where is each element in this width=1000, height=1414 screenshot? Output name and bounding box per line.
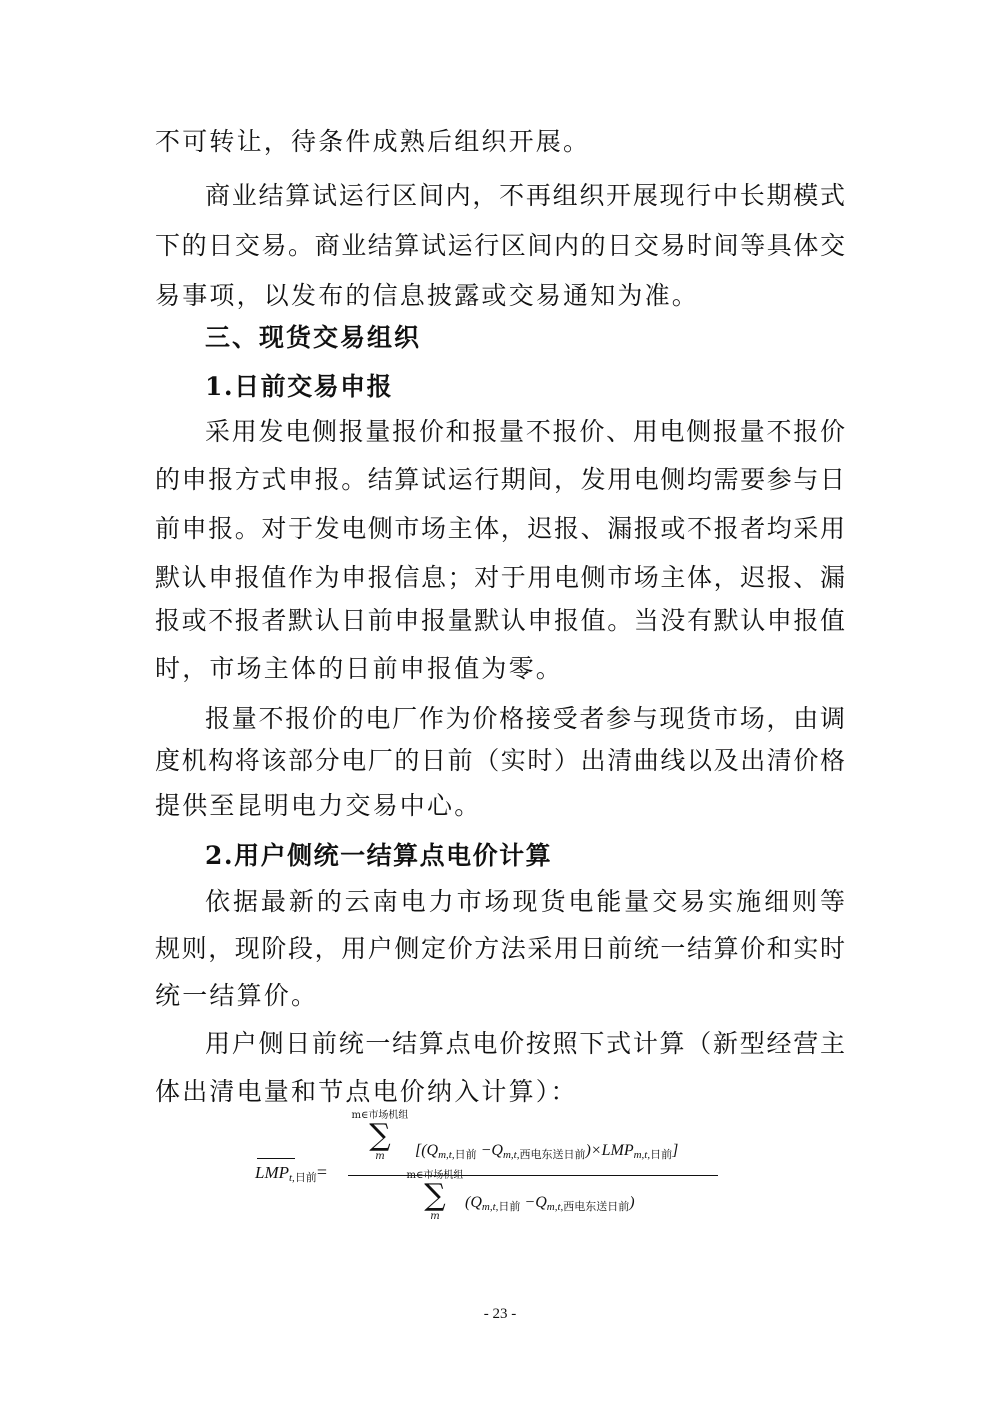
sigma-symbol: ∑ (424, 1178, 446, 1213)
num-sub: m,t, (633, 1149, 651, 1161)
paragraph-line: 用户侧日前统一结算点电价按照下式计算（新型经营主 (205, 1029, 845, 1058)
denominator-sum (405, 1170, 465, 1222)
formula-lhs (255, 1162, 327, 1185)
equals-sign: = (316, 1162, 327, 1182)
den-sub: m,t, (546, 1201, 564, 1213)
paragraph-line: 度机构将该部分电厂的日前（实时）出清曲线以及出清价格 (155, 746, 845, 775)
subsection-heading: 2.用户侧统一结算点电价计算 (205, 841, 553, 870)
paragraph-line: 商业结算试运行区间内，不再组织开展现行中长期模式 (205, 181, 845, 210)
den-part: (Q (465, 1194, 482, 1211)
sum-lower-limit: m (375, 1151, 385, 1162)
num-part: )×LMP (585, 1142, 634, 1159)
paragraph-line: 报或不报者默认日前申报量默认申报值。当没有默认申报值 (155, 606, 845, 635)
num-sub: m,t, (438, 1149, 455, 1161)
paragraph-line: 规则，现阶段，用户侧定价方法采用日前统一结算价和实时 (155, 934, 845, 963)
paragraph-line: 采用发电侧报量报价和报量不报价、用电侧报量不报价 (205, 417, 845, 446)
paragraph-line: 易事项，以发布的信息披露或交易通知为准。 (155, 281, 700, 310)
num-part: ] (672, 1142, 679, 1159)
sigma-symbol: ∑ (369, 1118, 391, 1153)
paragraph-line: 默认申报值作为申报信息；对于用电侧市场主体，迟报、漏 (155, 563, 845, 592)
subsection-heading: 1.日前交易申报 (205, 372, 394, 401)
den-part: −Q (520, 1194, 547, 1211)
fraction-bar (348, 1175, 718, 1176)
formula-numerator (415, 1142, 678, 1162)
den-sub-cn: 西电东送日前 (563, 1201, 630, 1213)
paragraph-line: 前申报。对于发电侧市场主体，迟报、漏报或不报者均采用 (155, 514, 845, 543)
paragraph-line: 的申报方式申报。结算试运行期间，发用电侧均需要参与日 (155, 465, 845, 494)
formula (255, 1110, 735, 1238)
paragraph-line: 提供至昆明电力交易中心。 (155, 791, 482, 820)
num-sub: m,t, (502, 1149, 520, 1161)
paragraph-line: 时，市场主体的日前申报值为零。 (155, 654, 564, 683)
num-sub-cn: 日前 (454, 1149, 477, 1161)
num-sub-cn: 西电东送日前 (519, 1149, 586, 1161)
formula-denominator (465, 1194, 635, 1214)
sum-upper-limit: m∈市场机组 (406, 1170, 464, 1181)
paragraph-line: 下的日交易。商业结算试运行区间内的日交易时间等具体交 (155, 231, 845, 260)
paragraph-line: 统一结算价。 (155, 981, 319, 1010)
paragraph-line: 报量不报价的电厂作为价格接受者参与现货市场，由调 (205, 704, 845, 733)
numerator-sum (350, 1110, 410, 1162)
num-part: [(Q (415, 1142, 439, 1159)
num-sub-cn: 日前 (650, 1149, 673, 1161)
den-sub-cn: 日前 (498, 1201, 521, 1213)
paragraph-line: 体出清电量和节点电价纳入计算）： (155, 1077, 578, 1106)
den-sub: m,t, (481, 1201, 499, 1213)
num-part: −Q (476, 1142, 503, 1159)
paragraph-line: 不可转让，待条件成熟后组织开展。 (155, 127, 591, 156)
den-part: ) (629, 1194, 635, 1211)
sum-upper-limit: m∈市场机组 (351, 1110, 409, 1121)
formula-lhs-main: LMP (255, 1163, 289, 1182)
sum-lower-limit: m (430, 1211, 440, 1222)
formula-lhs-sub: t, (289, 1172, 295, 1184)
overline (257, 1158, 295, 1159)
formula-lhs-sub-cn: 日前 (294, 1172, 317, 1184)
paragraph-line: 依据最新的云南电力市场现货电能量交易实施细则等 (205, 887, 845, 916)
page-number: - 23 - (483, 1306, 517, 1322)
section-heading: 三、现货交易组织 (205, 323, 422, 352)
